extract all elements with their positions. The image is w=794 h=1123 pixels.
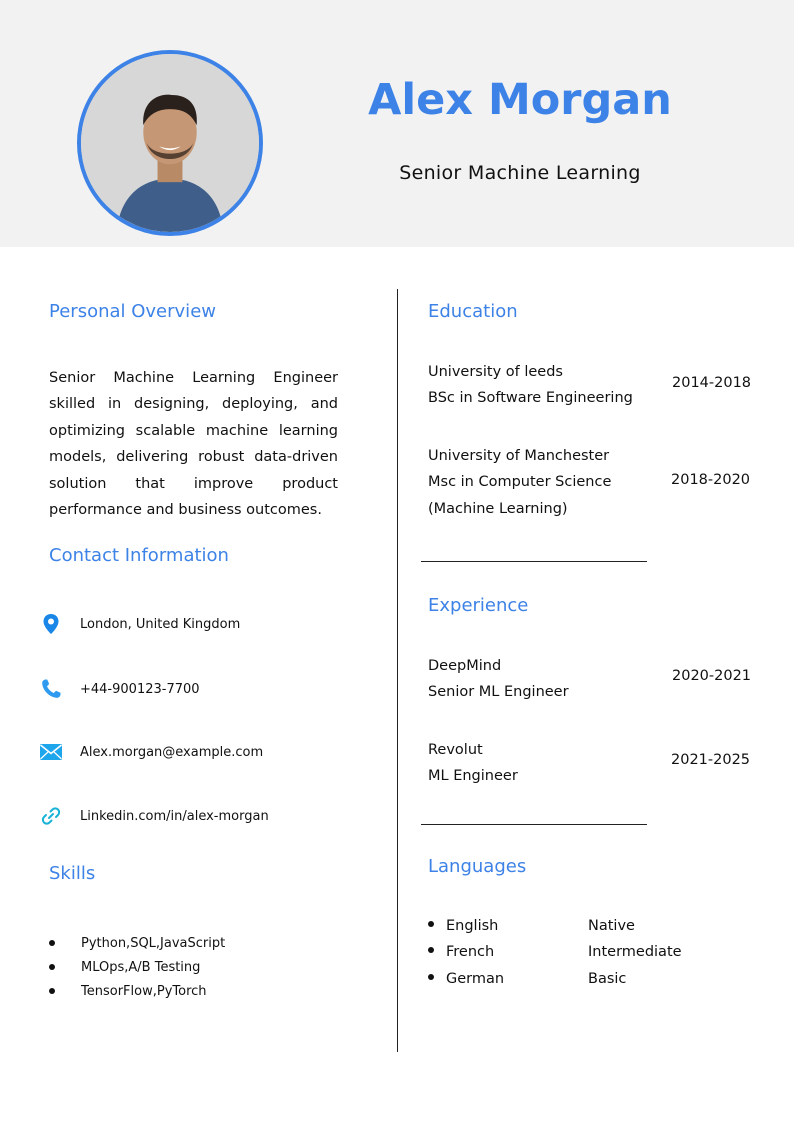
bullet-dot bbox=[49, 988, 55, 994]
language-name: English bbox=[446, 918, 499, 934]
skill-text: TensorFlow,PyTorch bbox=[81, 984, 207, 999]
avatar bbox=[77, 50, 263, 236]
education-years: 2014-2018 bbox=[672, 375, 752, 391]
location-pin-icon bbox=[38, 611, 64, 637]
language-item bbox=[428, 941, 748, 963]
email-icon bbox=[38, 739, 64, 765]
profile-photo bbox=[81, 54, 259, 232]
language-item bbox=[428, 968, 748, 990]
overview-text: Senior Machine Learning Engineer skilled in designing, deploying, and optimizing scalable machine learning models, delivering robust data-driven solution that improve product performance and business outcomes. bbox=[49, 370, 338, 519]
bullet-dot bbox=[49, 940, 55, 946]
language-level: Native bbox=[588, 918, 635, 934]
skill-item bbox=[49, 958, 349, 978]
experience-company: DeepMind bbox=[428, 658, 502, 674]
contact-location bbox=[38, 610, 368, 638]
education-years: 2018-2020 bbox=[671, 472, 751, 488]
education-degree: Msc in Computer Science bbox=[428, 474, 612, 490]
skill-text: Python,SQL,JavaScript bbox=[81, 936, 226, 951]
bullet-dot bbox=[428, 947, 434, 953]
skill-item bbox=[49, 934, 349, 954]
contact-email-text: Alex.morgan@example.com bbox=[80, 744, 264, 760]
experience-company: Revolut bbox=[428, 742, 483, 758]
contact-linkedin-text: Linkedin.com/in/alex-morgan bbox=[80, 808, 269, 824]
experience-years: 2020-2021 bbox=[672, 668, 752, 684]
contact-email bbox=[38, 738, 368, 766]
experience-heading: Experience bbox=[428, 595, 529, 616]
job-title: Senior Machine Learning bbox=[399, 162, 641, 184]
education-institution: University of Manchester bbox=[428, 448, 610, 464]
overview-heading: Personal Overview bbox=[49, 301, 216, 322]
bullet-dot bbox=[428, 921, 434, 927]
language-item bbox=[428, 915, 748, 937]
section-rule bbox=[421, 824, 647, 825]
phone-icon bbox=[38, 676, 64, 702]
experience-role: Senior ML Engineer bbox=[428, 684, 569, 700]
person-name: Alex Morgan bbox=[368, 75, 672, 125]
contact-heading: Contact Information bbox=[49, 545, 229, 566]
contact-location-text: London, United Kingdom bbox=[80, 616, 241, 632]
bullet-dot bbox=[49, 964, 55, 970]
language-level: Intermediate bbox=[588, 944, 682, 960]
contact-linkedin bbox=[38, 802, 368, 830]
language-level: Basic bbox=[588, 971, 627, 987]
education-specialization: (Machine Learning) bbox=[428, 501, 568, 517]
education-institution: University of leeds bbox=[428, 364, 563, 380]
skill-item bbox=[49, 982, 349, 1002]
section-rule bbox=[421, 561, 647, 562]
header-band bbox=[0, 0, 794, 247]
skills-heading: Skills bbox=[49, 863, 96, 884]
experience-years: 2021-2025 bbox=[671, 752, 751, 768]
link-icon bbox=[38, 803, 64, 829]
contact-phone-text: +44-900123-7700 bbox=[80, 681, 200, 697]
contact-phone bbox=[38, 675, 368, 703]
education-heading: Education bbox=[428, 301, 518, 322]
bullet-dot bbox=[428, 974, 434, 980]
skill-text: MLOps,A/B Testing bbox=[81, 960, 201, 975]
languages-heading: Languages bbox=[428, 856, 527, 877]
education-degree: BSc in Software Engineering bbox=[428, 390, 633, 406]
column-divider bbox=[397, 289, 398, 1052]
language-name: German bbox=[446, 971, 505, 987]
language-name: French bbox=[446, 944, 495, 960]
experience-role: ML Engineer bbox=[428, 768, 518, 784]
